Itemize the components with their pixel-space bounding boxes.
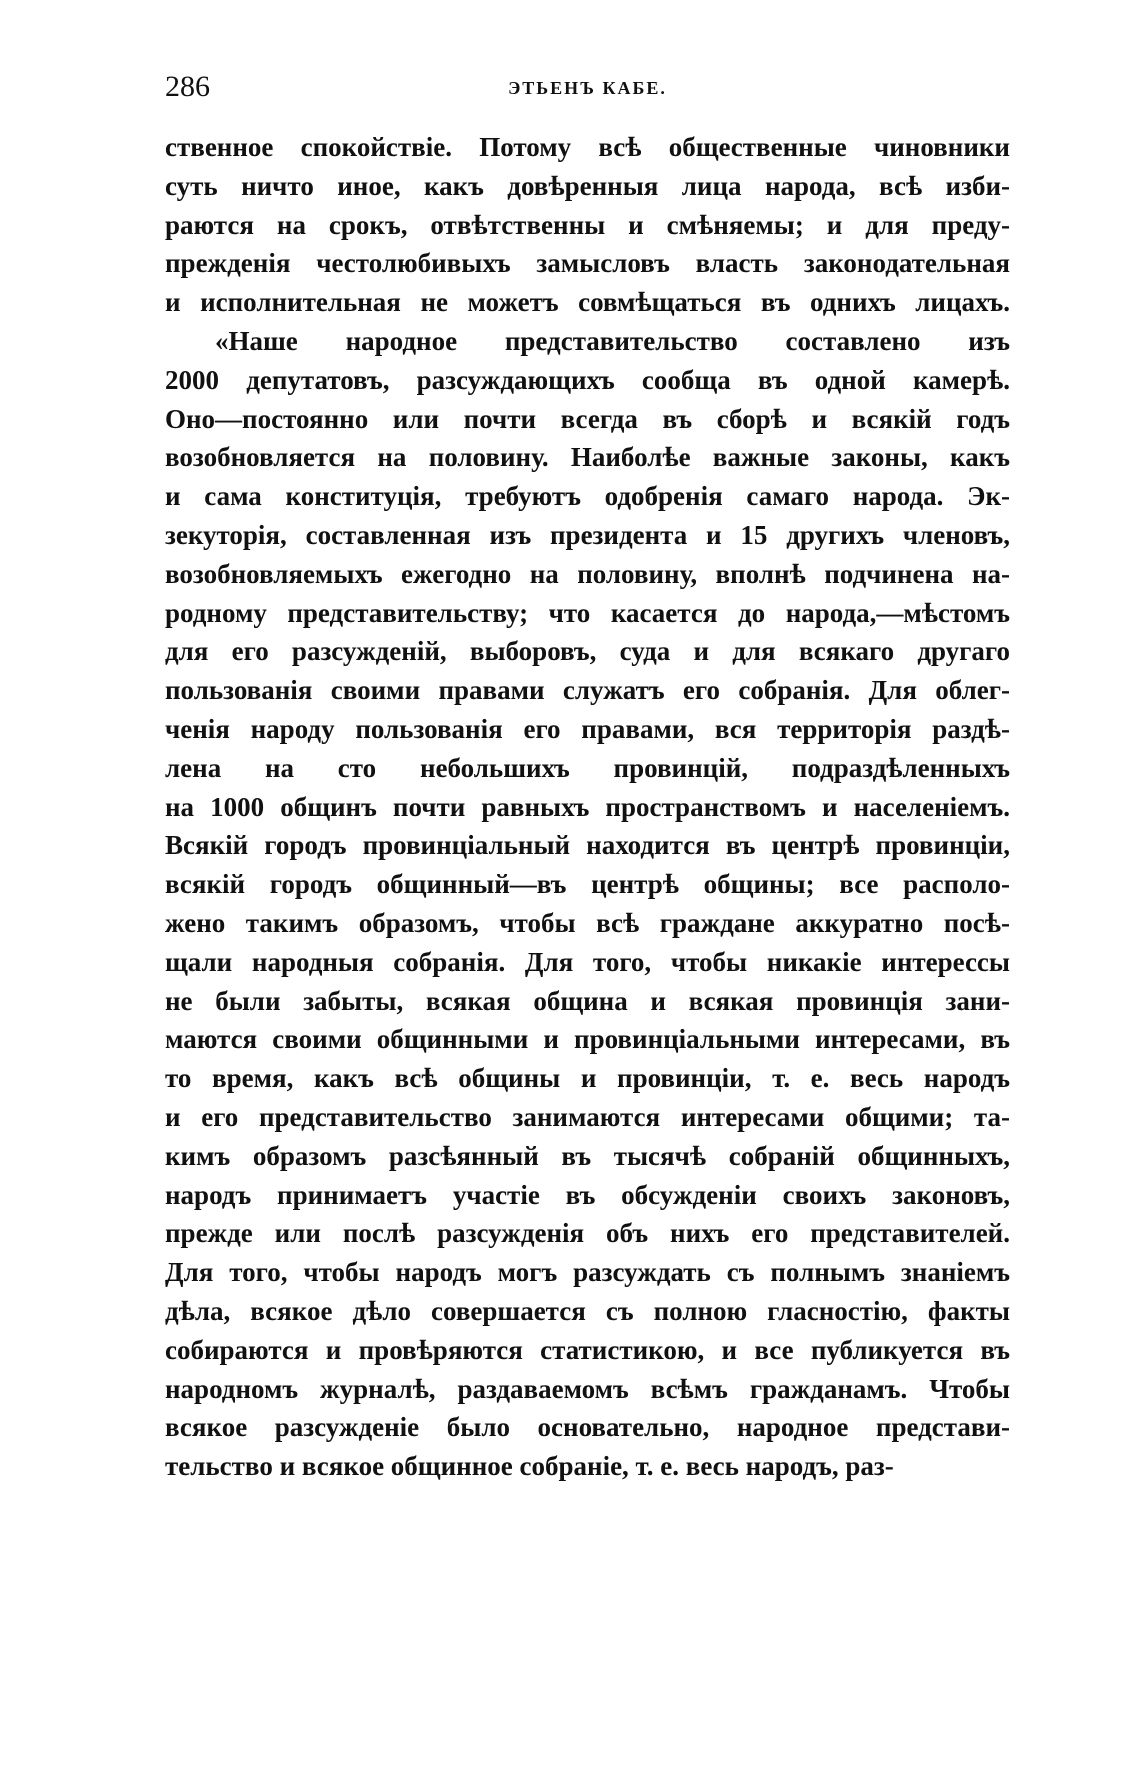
text-line: всякое разсужденіе было основательно, народное представи- [165,1412,1010,1443]
text-line: собираются и провѣряются статистикою, и все публикуется въ [165,1334,1010,1365]
text-line: родному представительству; что касается до народа,—мѣстомъ [165,597,1010,628]
text-line: народъ принимаетъ участіе въ обсужденіи своихъ законовъ, [165,1179,1010,1210]
text-line: ченія народу пользованія его правами, вся территорія раздѣ- [165,713,1010,744]
text-line: то время, какъ всѣ общины и провинціи, т. е. весь народъ [165,1063,1010,1094]
text-line: прежденія честолюбивыхъ замысловъ власть законодательная [165,248,1010,279]
text-line: лена на сто небольшихъ провинцій, подраздѣленныхъ [165,752,1010,783]
text-line: для его разсужденій, выборовъ, суда и для всякаго другаго [165,636,1010,667]
text-line: маются своими общинными и провинціальными интересами, въ [165,1024,1010,1055]
text-line: и исполнительная не можетъ совмѣщаться въ однихъ лицахъ. [165,287,1010,318]
text-line: кимъ образомъ разсѣянный въ тысячѣ собраній общинныхъ, [165,1140,1010,1171]
text-line: дѣла, всякое дѣло совершается съ полною гласностію, факты [165,1295,1010,1326]
page-header [165,70,1010,110]
text-line: и его представительство занимаются интересами общими; та- [165,1101,1010,1132]
text-line: на 1000 общинъ почти равныхъ пространствомъ и населеніемъ. [165,791,1010,822]
text-line: Оно—постоянно или почти всегда въ сборѣ и всякій годъ [165,403,1010,434]
text-line: и сама конституція, требуютъ одобренія самаго народа. Эк- [165,481,1010,512]
text-line: прежде или послѣ разсужденія объ нихъ его представителей. [165,1218,1010,1249]
page-number: 286 [165,70,210,103]
text-line: пользованія своими правами служатъ его собранія. Для облег- [165,675,1010,706]
text-line: жено такимъ образомъ, чтобы всѣ граждане аккуратно посѣ- [165,907,1010,938]
text-line: Всякій городъ провинціальный находится въ центрѣ провинціи, [165,830,1010,861]
text-line: всякій городъ общинный—въ центрѣ общины; все располо- [165,869,1010,900]
running-title: ЭТЬЕНЪ КАБЕ. [508,78,667,98]
text-line: ственное спокойствіе. Потому всѣ общественные чиновники [165,132,1010,162]
text-line: возобновляется на половину. Наиболѣе важные законы, какъ [165,442,1010,473]
text-line: 2000 депутатовъ, разсуждающихъ сообща въ одной камерѣ. [165,364,1010,395]
text-line: суть ничто иное, какъ довѣренныя лица народа, всѣ изби- [165,170,1010,201]
text-line: раются на срокъ, отвѣтственны и смѣняемы; и для преду- [165,209,1010,240]
text-line: зекуторія, составленная изъ президента и 15 другихъ членовъ, [165,519,1010,550]
text-line: щали народныя собранія. Для того, чтобы никакіе интерессы [165,946,1010,977]
text-line: народномъ журналѣ, раздаваемомъ всѣмъ гражданамъ. Чтобы [165,1373,1010,1404]
text-line: не были забыты, всякая община и всякая провинція зани- [165,985,1010,1016]
text-line: тельство и всякое общинное собраніе, т. е. весь народъ, раз- [165,1451,894,1482]
text-line: «Наше народное представительство составлено изъ [215,325,1010,356]
body-text [165,128,1010,1486]
text-line: возобновляемыхъ ежегодно на половину, вполнѣ подчинена на- [165,558,1010,589]
text-line: Для того, чтобы народъ могъ разсуждать съ полнымъ знаніемъ [165,1257,1010,1288]
